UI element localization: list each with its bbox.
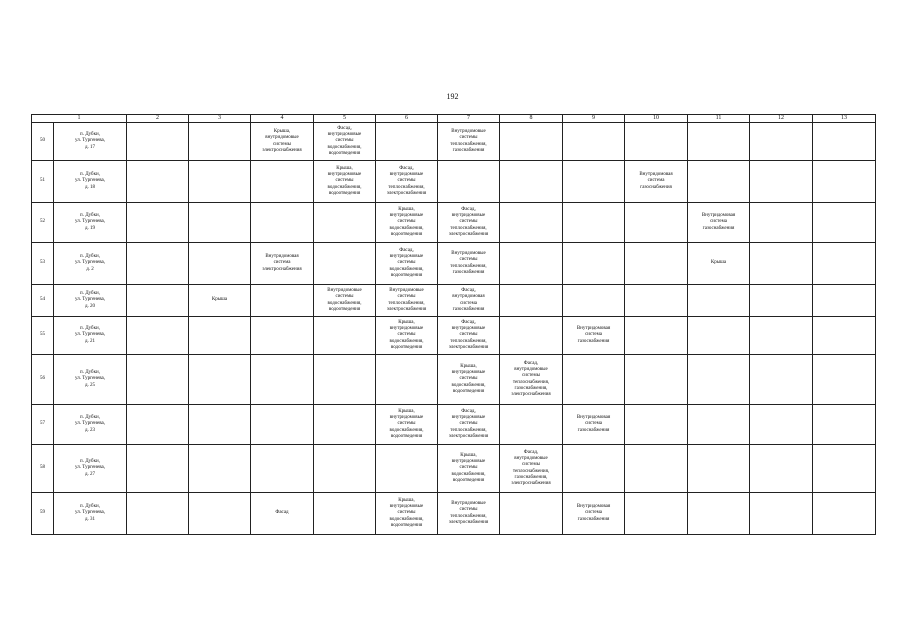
work-cell-col-4 <box>251 317 314 355</box>
address-cell: п. Дубки, ул. Тургенева, д. 31 <box>54 493 127 535</box>
work-cell-col-8 <box>500 161 563 203</box>
work-cell-col-11 <box>688 161 750 203</box>
work-cell-col-10 <box>625 285 688 317</box>
work-cell-col-6: Крыша, внутридомовые системы водоснабжения, водоотведения <box>376 405 438 445</box>
work-cell-col-9 <box>563 123 625 161</box>
work-cell-col-10 <box>625 317 688 355</box>
work-cell-col-9 <box>563 285 625 317</box>
work-cell-col-5: Внутридомовые системы водоснабжения, водоотведения <box>314 285 376 317</box>
page-number: 192 <box>446 92 459 101</box>
work-cell-col-4: Фасад <box>251 493 314 535</box>
row-number: 57 <box>32 405 54 445</box>
work-cell-col-3 <box>189 493 251 535</box>
work-cell-col-13 <box>813 285 876 317</box>
work-cell-col-5: Фасад, внутридомовые системы водоснабжения, водоотведения <box>314 123 376 161</box>
column-header-7: 7 <box>438 115 500 123</box>
address-cell: п. Дубки, ул. Тургенева, д. 25 <box>54 355 127 405</box>
work-cell-col-9: Внутридомовая система газоснабжения <box>563 405 625 445</box>
work-cell-col-4 <box>251 203 314 243</box>
row-number: 50 <box>32 123 54 161</box>
row-number: 54 <box>32 285 54 317</box>
work-cell-col-9 <box>563 203 625 243</box>
table-row <box>32 123 876 161</box>
column-header-4: 4 <box>251 115 314 123</box>
work-cell-col-3 <box>189 123 251 161</box>
work-cell-col-11 <box>688 123 750 161</box>
work-cell-col-8 <box>500 317 563 355</box>
work-cell-col-7: Фасад, внутридомовая система газоснабжения <box>438 285 500 317</box>
work-cell-col-10 <box>625 405 688 445</box>
work-cell-col-13 <box>813 123 876 161</box>
work-cell-col-6 <box>376 123 438 161</box>
address-cell: п. Дубки, ул. Тургенева, д. 2 <box>54 243 127 285</box>
work-cell-col-4 <box>251 285 314 317</box>
work-cell-col-9: Внутридомовая система газоснабжения <box>563 493 625 535</box>
repair-schedule-table <box>31 114 876 535</box>
column-header-2: 2 <box>127 115 189 123</box>
work-cell-col-5 <box>314 355 376 405</box>
work-cell-col-10 <box>625 493 688 535</box>
work-cell-col-3: Крыша <box>189 285 251 317</box>
work-cell-col-3 <box>189 317 251 355</box>
work-cell-col-12 <box>750 493 813 535</box>
work-cell-col-10 <box>625 355 688 405</box>
work-cell-col-9 <box>563 355 625 405</box>
table-row <box>32 285 876 317</box>
table-body <box>32 123 876 535</box>
work-cell-col-2 <box>127 161 189 203</box>
work-cell-col-6: Крыша, внутридомовые системы водоснабжения, водоотведения <box>376 203 438 243</box>
work-cell-col-7: Фасад, внутридомовые системы теплоснабжения, электроснабжения <box>438 317 500 355</box>
work-cell-col-5 <box>314 405 376 445</box>
work-cell-col-4 <box>251 355 314 405</box>
column-header-5: 5 <box>314 115 376 123</box>
work-cell-col-6: Внутридомовые системы теплоснабжения, электроснабжения <box>376 285 438 317</box>
work-cell-col-7: Внутридомовые системы теплоснабжения, газоснабжения <box>438 123 500 161</box>
row-number: 56 <box>32 355 54 405</box>
work-cell-col-2 <box>127 445 189 493</box>
work-cell-col-8 <box>500 243 563 285</box>
work-cell-col-8: Фасад, внутридомовые системы теплоснабжения, газоснабжения, электроснабжения <box>500 445 563 493</box>
work-cell-col-13 <box>813 161 876 203</box>
work-cell-col-3 <box>189 405 251 445</box>
work-cell-col-8 <box>500 285 563 317</box>
column-header-12: 12 <box>750 115 813 123</box>
address-cell: п. Дубки, ул. Тургенева, д. 19 <box>54 203 127 243</box>
address-cell: п. Дубки, ул. Тургенева, д. 27 <box>54 445 127 493</box>
work-cell-col-6: Фасад, внутридомовые системы теплоснабжения, электроснабжения <box>376 161 438 203</box>
work-cell-col-8: Фасад, внутридомовые системы теплоснабжения, газоснабжения, электроснабжения <box>500 355 563 405</box>
column-header-9: 9 <box>563 115 625 123</box>
work-cell-col-9: Внутридомовая система газоснабжения <box>563 317 625 355</box>
work-cell-col-13 <box>813 355 876 405</box>
row-number: 55 <box>32 317 54 355</box>
work-cell-col-13 <box>813 445 876 493</box>
work-cell-col-10: Внутридомовая система газоснабжения <box>625 161 688 203</box>
work-cell-col-4: Внутридомовая система электроснабжения <box>251 243 314 285</box>
work-cell-col-9 <box>563 161 625 203</box>
work-cell-col-8 <box>500 203 563 243</box>
work-cell-col-3 <box>189 355 251 405</box>
work-cell-col-5 <box>314 493 376 535</box>
work-cell-col-4: Крыша, внутридомовые системы электроснабжения <box>251 123 314 161</box>
column-header-8: 8 <box>500 115 563 123</box>
address-cell: п. Дубки, ул. Тургенева, д. 17 <box>54 123 127 161</box>
work-cell-col-11 <box>688 445 750 493</box>
work-cell-col-3 <box>189 203 251 243</box>
work-cell-col-11 <box>688 285 750 317</box>
table-row <box>32 243 876 285</box>
column-header-6: 6 <box>376 115 438 123</box>
work-cell-col-6 <box>376 355 438 405</box>
work-cell-col-13 <box>813 243 876 285</box>
work-cell-col-12 <box>750 445 813 493</box>
work-cell-col-2 <box>127 203 189 243</box>
address-cell: п. Дубки, ул. Тургенева, д. 21 <box>54 317 127 355</box>
work-cell-col-2 <box>127 243 189 285</box>
row-number: 58 <box>32 445 54 493</box>
work-cell-col-9 <box>563 445 625 493</box>
column-header-13: 13 <box>813 115 876 123</box>
work-cell-col-11 <box>688 355 750 405</box>
work-cell-col-6: Фасад, внутридомовые системы водоснабжения, водоотведения <box>376 243 438 285</box>
work-cell-col-2 <box>127 317 189 355</box>
work-cell-col-5 <box>314 445 376 493</box>
work-cell-col-12 <box>750 317 813 355</box>
table-row <box>32 355 876 405</box>
work-cell-col-5 <box>314 203 376 243</box>
work-cell-col-7: Крыша, внутридомовые системы водоснабжения, водоотведения <box>438 445 500 493</box>
work-cell-col-6: Крыша, внутридомовые системы водоснабжения, водоотведения <box>376 317 438 355</box>
work-cell-col-12 <box>750 355 813 405</box>
work-cell-col-7: Внутридомовые системы теплоснабжения, электроснабжения <box>438 493 500 535</box>
column-number-row <box>32 115 876 123</box>
work-cell-col-7: Фасад, внутридомовые системы теплоснабжения, электроснабжения <box>438 203 500 243</box>
work-cell-col-2 <box>127 355 189 405</box>
work-cell-col-11: Крыша <box>688 243 750 285</box>
work-cell-col-5 <box>314 317 376 355</box>
address-cell: п. Дубки, ул. Тургенева, д. 23 <box>54 405 127 445</box>
work-cell-col-12 <box>750 243 813 285</box>
work-cell-col-6 <box>376 445 438 493</box>
column-header-11: 11 <box>688 115 750 123</box>
row-number: 51 <box>32 161 54 203</box>
work-cell-col-6: Крыша, внутридомовые системы водоснабжения, водоотведения <box>376 493 438 535</box>
table-header <box>32 115 876 123</box>
work-cell-col-13 <box>813 203 876 243</box>
work-cell-col-3 <box>189 161 251 203</box>
work-cell-col-2 <box>127 285 189 317</box>
work-cell-col-12 <box>750 285 813 317</box>
work-cell-col-3 <box>189 243 251 285</box>
work-cell-col-12 <box>750 161 813 203</box>
table-row <box>32 445 876 493</box>
work-cell-col-5 <box>314 243 376 285</box>
work-cell-col-11 <box>688 493 750 535</box>
work-cell-col-13 <box>813 493 876 535</box>
work-cell-col-11 <box>688 405 750 445</box>
row-number: 52 <box>32 203 54 243</box>
address-cell: п. Дубки, ул. Тургенева, д. 18 <box>54 161 127 203</box>
row-number: 59 <box>32 493 54 535</box>
table-row <box>32 161 876 203</box>
row-number: 53 <box>32 243 54 285</box>
work-cell-col-7 <box>438 161 500 203</box>
work-cell-col-8 <box>500 123 563 161</box>
work-cell-col-4 <box>251 405 314 445</box>
work-cell-col-8 <box>500 493 563 535</box>
work-cell-col-10 <box>625 203 688 243</box>
work-cell-col-7: Фасад, внутридомовые системы теплоснабжения, электроснабжения <box>438 405 500 445</box>
column-header-1: 1 <box>32 115 127 123</box>
work-cell-col-12 <box>750 203 813 243</box>
work-cell-col-13 <box>813 405 876 445</box>
work-cell-col-13 <box>813 317 876 355</box>
work-cell-col-4 <box>251 161 314 203</box>
table-row <box>32 317 876 355</box>
work-cell-col-2 <box>127 493 189 535</box>
address-cell: п. Дубки, ул. Тургенева, д. 20 <box>54 285 127 317</box>
work-cell-col-11 <box>688 317 750 355</box>
work-cell-col-10 <box>625 243 688 285</box>
work-cell-col-9 <box>563 243 625 285</box>
work-cell-col-8 <box>500 405 563 445</box>
work-cell-col-7: Крыша, внутридомовые системы водоснабжения, водоотведения <box>438 355 500 405</box>
column-header-3: 3 <box>189 115 251 123</box>
table-row <box>32 203 876 243</box>
work-cell-col-11: Внутридомовая система газоснабжения <box>688 203 750 243</box>
work-cell-col-10 <box>625 445 688 493</box>
work-cell-col-2 <box>127 405 189 445</box>
work-cell-col-5: Крыша, внутридомовые системы водоснабжения, водоотведения <box>314 161 376 203</box>
work-cell-col-2 <box>127 123 189 161</box>
work-cell-col-12 <box>750 405 813 445</box>
work-cell-col-10 <box>625 123 688 161</box>
table-row <box>32 405 876 445</box>
table-row <box>32 493 876 535</box>
work-cell-col-4 <box>251 445 314 493</box>
column-header-10: 10 <box>625 115 688 123</box>
work-cell-col-3 <box>189 445 251 493</box>
work-cell-col-12 <box>750 123 813 161</box>
work-cell-col-7: Внутридомовые системы теплоснабжения, газоснабжения <box>438 243 500 285</box>
